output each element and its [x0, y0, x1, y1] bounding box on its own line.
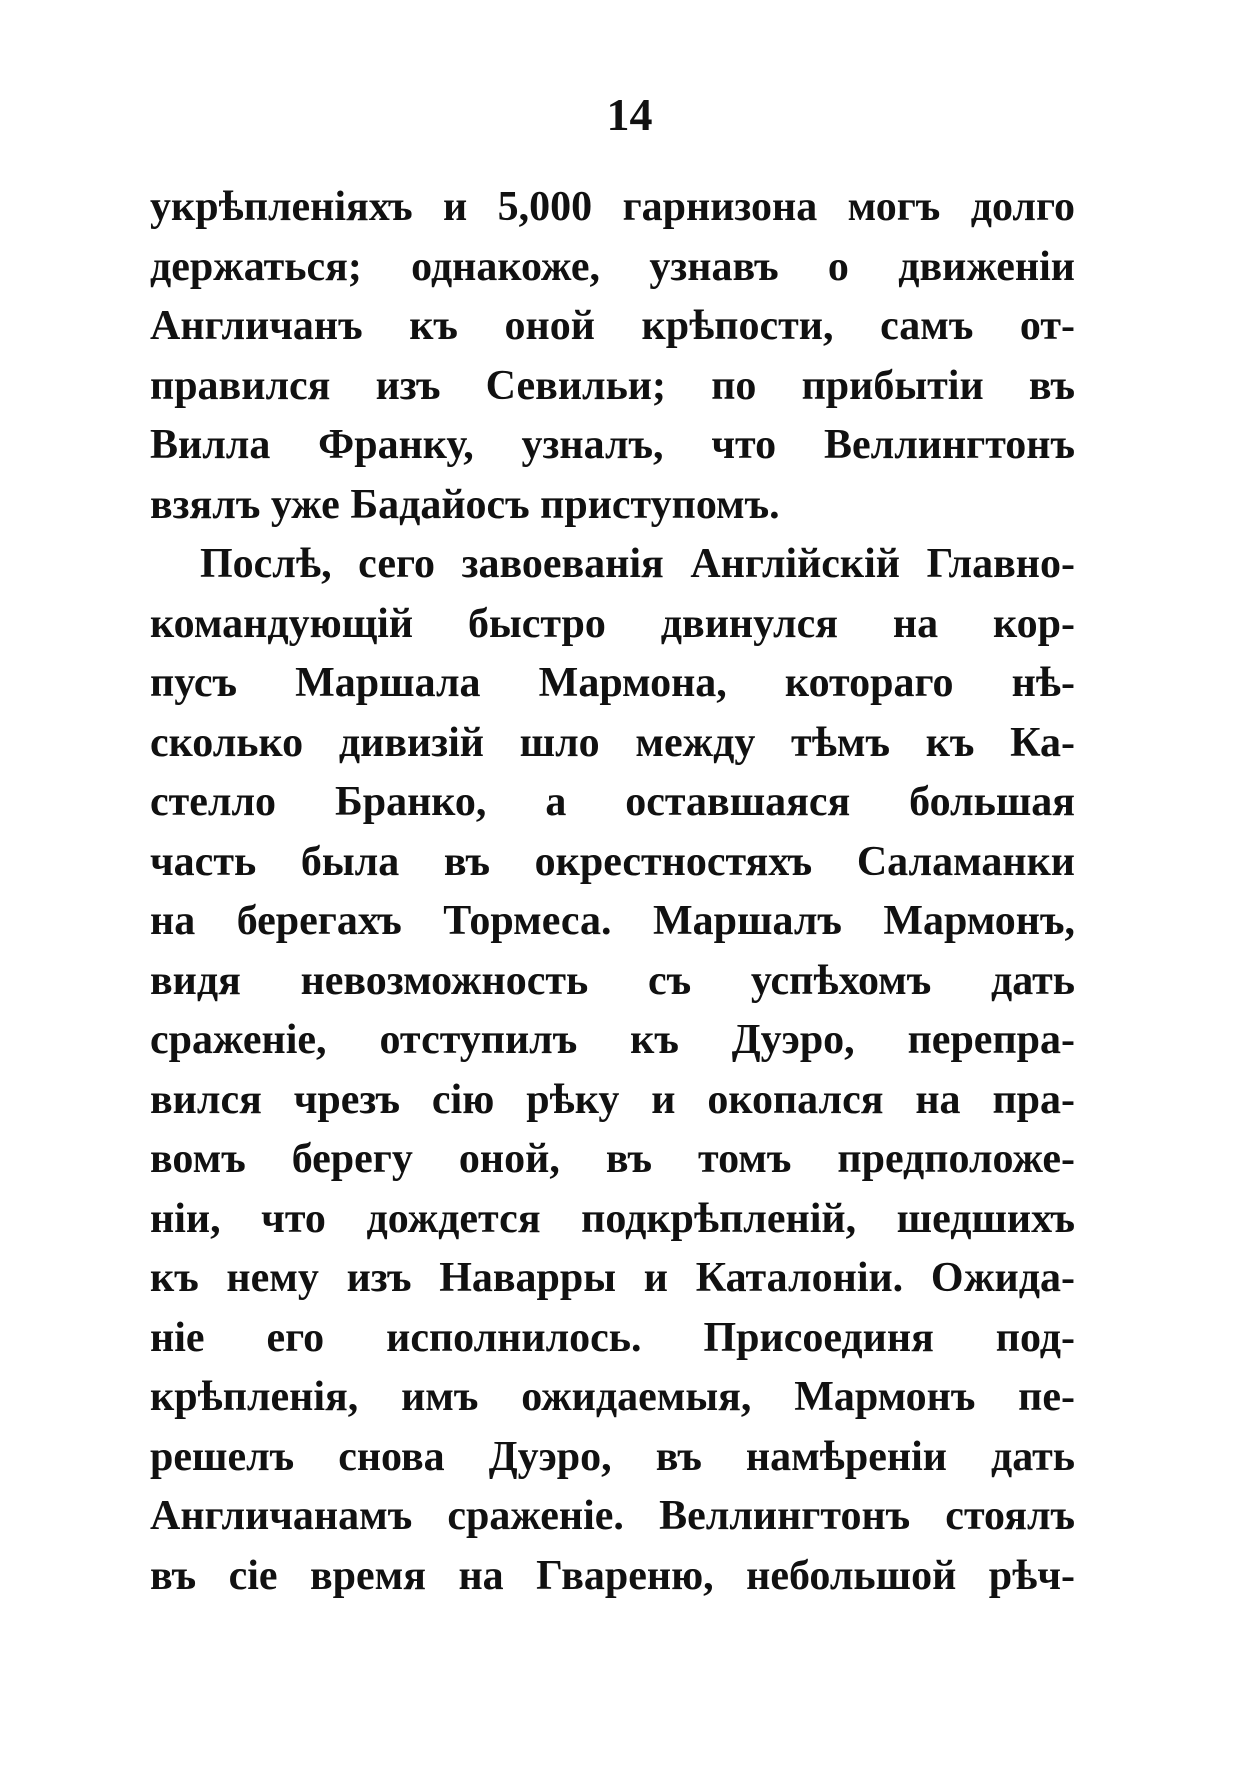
text-line: Вилла Франку, узналъ, что Веллингтонъ	[150, 422, 1075, 468]
text-line: Послѣ, сего завоеванія Англійскій Главно-	[200, 541, 1075, 587]
text-line: ніе его исполнилось. Присоединя под-	[150, 1314, 1075, 1361]
text-line: укрѣпленіяхъ и 5,000 гарнизона могъ долго	[150, 184, 1075, 230]
text-line: пусъ Маршала Мармона, котораго нѣ-	[150, 660, 1075, 706]
text-line: въ сіе время на Гвареню, небольшой рѣч-	[150, 1552, 1075, 1599]
text-line: вился чрезъ сію рѣку и окопался на пра-	[150, 1076, 1075, 1123]
text-line: правился изъ Севильи; по прибытіи въ	[150, 362, 1075, 409]
text-line: ніи, что дождется подкрѣпленій, шедшихъ	[150, 1195, 1075, 1242]
text-line: Англичанъ къ оной крѣпости, самъ от-	[150, 303, 1075, 349]
text-line: держаться; однакоже, узнавъ о движеніи	[150, 243, 1075, 290]
text-line: Англичанамъ сраженіе. Веллингтонъ стоялъ	[150, 1493, 1075, 1539]
text-line: къ нему изъ Наварры и Каталоніи. Ожида-	[150, 1255, 1075, 1301]
text-line: вомъ берегу оной, въ томъ предположе-	[150, 1136, 1075, 1182]
page-body-text	[150, 178, 1075, 1606]
text-line: стелло Бранко, а оставшаяся большая	[150, 779, 1075, 825]
page-number: 14	[606, 89, 653, 140]
text-line: командующій быстро двинулся на кор-	[150, 600, 1075, 647]
text-line: на берегахъ Тормеса. Маршалъ Мармонъ,	[150, 898, 1075, 944]
text-line: часть была въ окрестностяхъ Саламанки	[150, 838, 1075, 885]
text-line: сраженіе, отступилъ къ Дуэро, перепра-	[150, 1017, 1075, 1063]
text-line: сколько дивизій шло между тѣмъ къ Ка-	[150, 719, 1075, 766]
text-line: взялъ уже Бадайосъ приступомъ.	[150, 481, 780, 528]
text-line: крѣпленія, имъ ожидаемыя, Мармонъ пе-	[150, 1374, 1075, 1420]
text-line: видя невозможность съ успѣхомъ дать	[150, 957, 1075, 1004]
text-line: решелъ снова Дуэро, въ намѣреніи дать	[150, 1433, 1075, 1480]
